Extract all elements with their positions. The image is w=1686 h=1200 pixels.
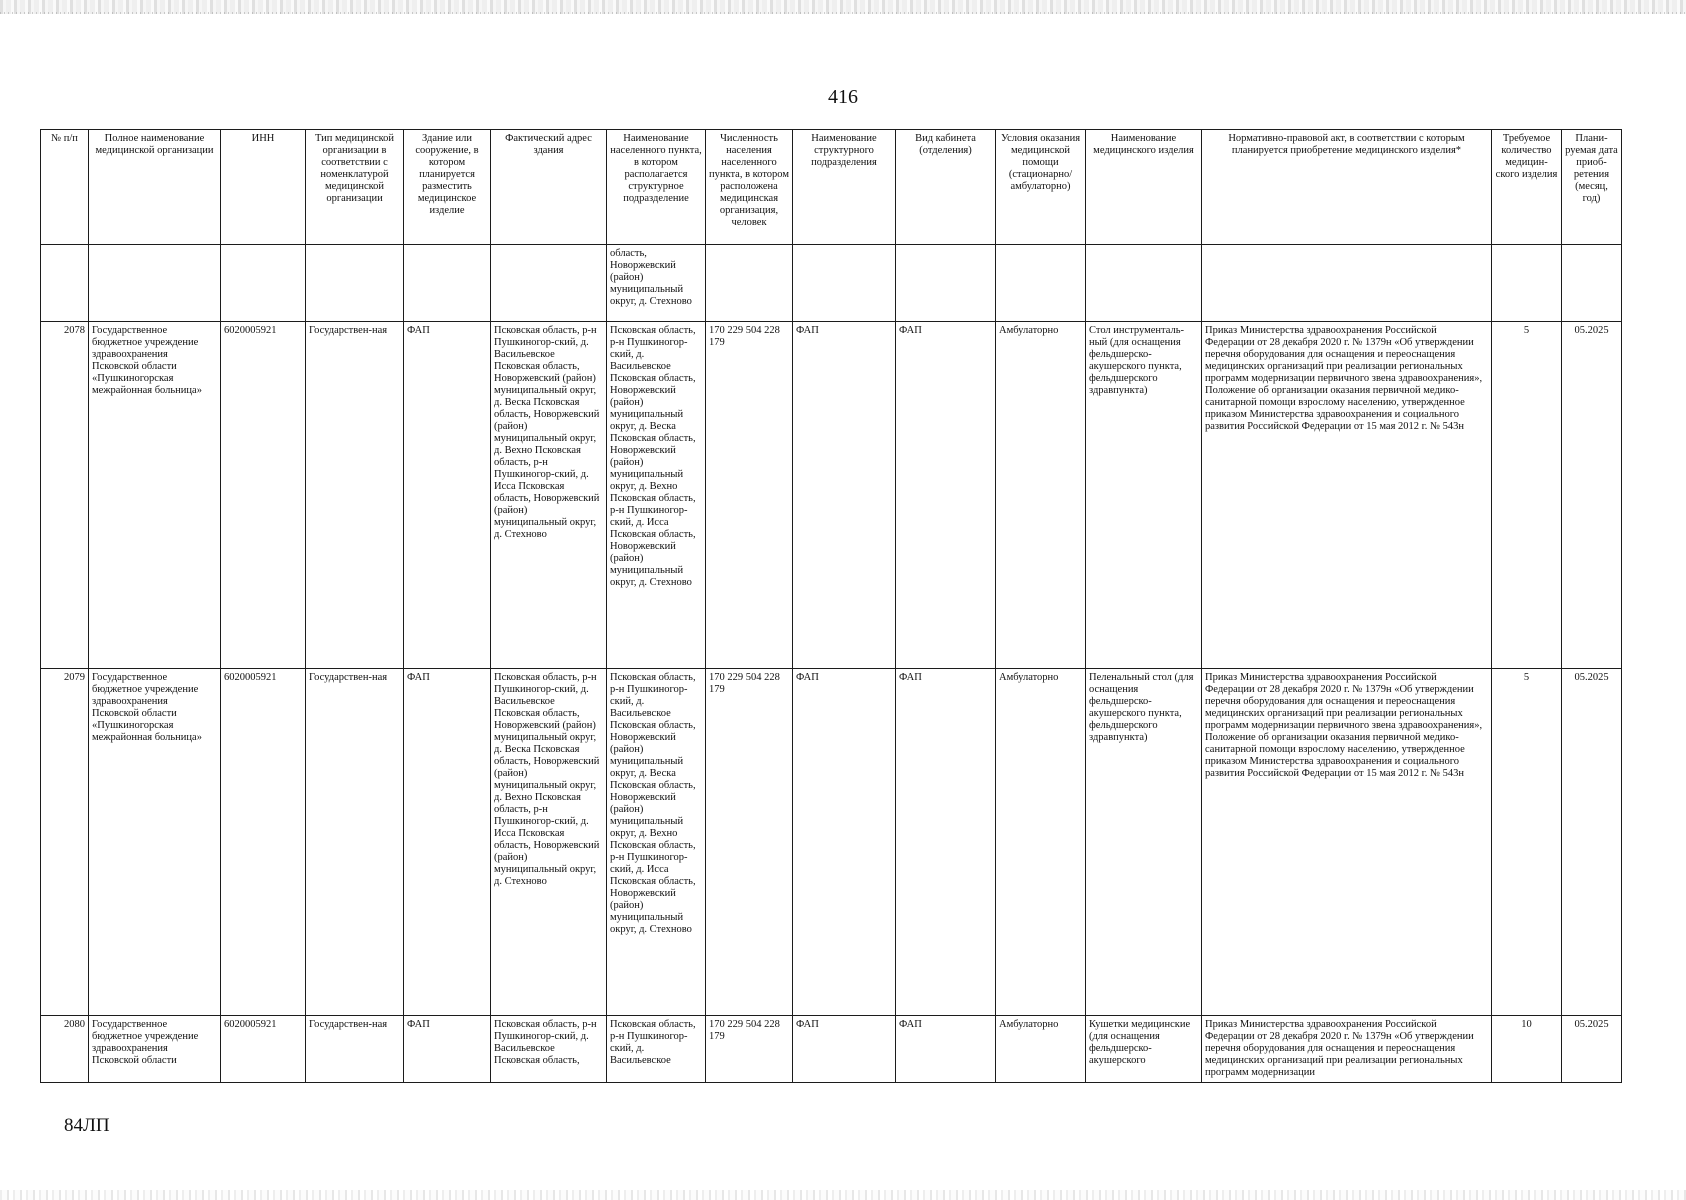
header-num: № п/п [41, 130, 89, 245]
header-unit: Наименование структурного подразделения [793, 130, 896, 245]
continuation-row [41, 245, 1622, 322]
table-header-row [41, 130, 1622, 245]
page-stamp: 84ЛП [64, 1115, 110, 1136]
scan-edge-bottom [0, 1190, 1686, 1200]
header-org: Полное наименование медицинской организации [89, 130, 221, 245]
cell-type: Государствен-ная [306, 1016, 404, 1083]
cell-empty [41, 245, 89, 322]
cell-num: 2079 [41, 669, 89, 1016]
cell-empty [89, 245, 221, 322]
cell-unit: ФАП [793, 669, 896, 1016]
cell-qty: 5 [1492, 322, 1562, 669]
cell-cabinet: ФАП [896, 669, 996, 1016]
page-number: 416 [828, 86, 858, 108]
cell-population: 170 229 504 228 179 [706, 1016, 793, 1083]
cell-conditions: Амбулаторно [996, 1016, 1086, 1083]
cell-date: 05.2025 [1562, 669, 1622, 1016]
cell-unit: ФАП [793, 322, 896, 669]
cell-empty [996, 245, 1086, 322]
cell-address: Псковская область, р-н Пушкиногор-ский, д. Васильевское Псковская область, Новоржевский (район) муниципальный округ, д. Веска Псковская область, Новоржевский (район) муниципальный округ, д. Вехно Псковская область, р-н Пушкиногор-ский, д. Исса Псковская область, Новоржевский (район) муниципальный округ, д. Стехново [491, 322, 607, 669]
cell-inn: 6020005921 [221, 669, 306, 1016]
cell-num: 2078 [41, 322, 89, 669]
cell-num: 2080 [41, 1016, 89, 1083]
cell-act: Приказ Министерства здравоохранения Российской Федерации от 28 декабря 2020 г. № 1379н «Об утверждении перечня оборудования для оснащения и переоснащения медицинских организаций при реализации региональных программ модернизации первичного звена здравоохранения», Положение об организации оказания первичной медико-санитарной помощи взрослому населению, утвержденное приказом Министерства здравоохранения и социального развития Российской Федерации от 15 мая 2012 г. № 543н [1202, 322, 1492, 669]
cell-conditions: Амбулаторно [996, 669, 1086, 1016]
header-act: Нормативно-правовой акт, в соответствии с которым планируется приобретение медицинского изделия* [1202, 130, 1492, 245]
cell-population: 170 229 504 228 179 [706, 669, 793, 1016]
cell-empty [793, 245, 896, 322]
cell-empty [306, 245, 404, 322]
header-address: Фактический адрес здания [491, 130, 607, 245]
cell-settlement: Псковская область, р-н Пушкиногор-ский, д. Васильевское Псковская область, Новоржевский (район) муниципальный округ, д. Веска Псковская область, Новоржевский (район) муниципальный округ, д. Вехно Псковская область, р-н Пушкиногор-ский, д. Исса Псковская область, Новоржевский (район) муниципальный округ, д. Стехново [607, 669, 706, 1016]
cell-cabinet: ФАП [896, 1016, 996, 1083]
cell-population: 170 229 504 228 179 [706, 322, 793, 669]
cell-date: 05.2025 [1562, 322, 1622, 669]
cell-address: Псковская область, р-н Пушкиногор-ский, д. Васильевское Псковская область, Новоржевский (район) муниципальный округ, д. Веска Псковская область, Новоржевский (район) муниципальный округ, д. Вехно Псковская область, р-н Пушкиногор-ский, д. Исса Псковская область, Новоржевский (район) муниципальный округ, д. Стехново [491, 669, 607, 1016]
cell-settlement: область, Новоржевский (район) муниципальный округ, д. Стехново [607, 245, 706, 322]
cell-empty [1492, 245, 1562, 322]
cell-qty: 10 [1492, 1016, 1562, 1083]
cell-empty [1202, 245, 1492, 322]
equipment-table [40, 129, 1622, 1083]
cell-empty [706, 245, 793, 322]
cell-inn: 6020005921 [221, 1016, 306, 1083]
cell-address: Псковская область, р-н Пушкиногор-ский, д. Васильевское Псковская область, [491, 1016, 607, 1083]
cell-device: Стол инструменталь-ный (для оснащения фельдшерско-акушерского пункта, фельдшерского здравпункта) [1086, 322, 1202, 669]
table-row [41, 322, 1622, 669]
table-row [41, 669, 1622, 1016]
cell-empty [491, 245, 607, 322]
cell-empty [1086, 245, 1202, 322]
cell-building: ФАП [404, 669, 491, 1016]
cell-qty: 5 [1492, 669, 1562, 1016]
cell-empty [896, 245, 996, 322]
cell-act: Приказ Министерства здравоохранения Российской Федерации от 28 декабря 2020 г. № 1379н «Об утверждении перечня оборудования для оснащения и переоснащения медицинских организаций при реализации региональных программ модернизации первичного звена здравоохранения», Положение об организации оказания первичной медико-санитарной помощи взрослому населению, утвержденное приказом Министерства здравоохранения и социального развития Российской Федерации от 15 мая 2012 г. № 543н [1202, 669, 1492, 1016]
cell-building: ФАП [404, 322, 491, 669]
header-settlement: Наименование населенного пункта, в котором располагается структурное подразделение [607, 130, 706, 245]
header-conditions: Условия оказания медицинской помощи (стационарно/амбулаторно) [996, 130, 1086, 245]
cell-building: ФАП [404, 1016, 491, 1083]
table-row [41, 1016, 1622, 1083]
header-qty: Требуемое количество медицин-ского изделия [1492, 130, 1562, 245]
header-device: Наименование медицинского изделия [1086, 130, 1202, 245]
cell-date: 05.2025 [1562, 1016, 1622, 1083]
cell-type: Государствен-ная [306, 669, 404, 1016]
header-population: Численность населения населенного пункта, в котором расположена медицинская организация, человек [706, 130, 793, 245]
cell-empty [1562, 245, 1622, 322]
cell-device: Пеленальный стол (для оснащения фельдшерско-акушерского пункта, фельдшерского здравпункта) [1086, 669, 1202, 1016]
cell-act: Приказ Министерства здравоохранения Российской Федерации от 28 декабря 2020 г. № 1379н «Об утверждении перечня оборудования для оснащения и переоснащения медицинских организаций при реализации региональных программ модернизации [1202, 1016, 1492, 1083]
cell-org: Государственное бюджетное учреждение здравоохранения Псковской области [89, 1016, 221, 1083]
cell-conditions: Амбулаторно [996, 322, 1086, 669]
cell-org: Государственное бюджетное учреждение здравоохранения Псковской области «Пушкиногорская межрайонная больница» [89, 322, 221, 669]
cell-settlement: Псковская область, р-н Пушкиногор-ский, д. Васильевское [607, 1016, 706, 1083]
cell-device: Кушетки медицинские (для оснащения фельдшерско-акушерского [1086, 1016, 1202, 1083]
header-date: Плани-руемая дата приоб-ретения (месяц, год) [1562, 130, 1622, 245]
cell-empty [221, 245, 306, 322]
cell-unit: ФАП [793, 1016, 896, 1083]
header-type: Тип медицинской организации в соответствии с номенклатурой медицинской организации [306, 130, 404, 245]
cell-org: Государственное бюджетное учреждение здравоохранения Псковской области «Пушкиногорская межрайонная больница» [89, 669, 221, 1016]
scan-edge-top [0, 0, 1686, 14]
header-building: Здание или сооружение, в котором планируется разместить медицинское изделие [404, 130, 491, 245]
cell-empty [404, 245, 491, 322]
cell-type: Государствен-ная [306, 322, 404, 669]
cell-cabinet: ФАП [896, 322, 996, 669]
cell-settlement: Псковская область, р-н Пушкиногор-ский, д. Васильевское Псковская область, Новоржевский (район) муниципальный округ, д. Веска Псковская область, Новоржевский (район) муниципальный округ, д. Вехно Псковская область, р-н Пушкиногор-ский, д. Исса Псковская область, Новоржевский (район) муниципальный округ, д. Стехново [607, 322, 706, 669]
cell-inn: 6020005921 [221, 322, 306, 669]
header-inn: ИНН [221, 130, 306, 245]
header-cabinet: Вид кабинета (отделения) [896, 130, 996, 245]
